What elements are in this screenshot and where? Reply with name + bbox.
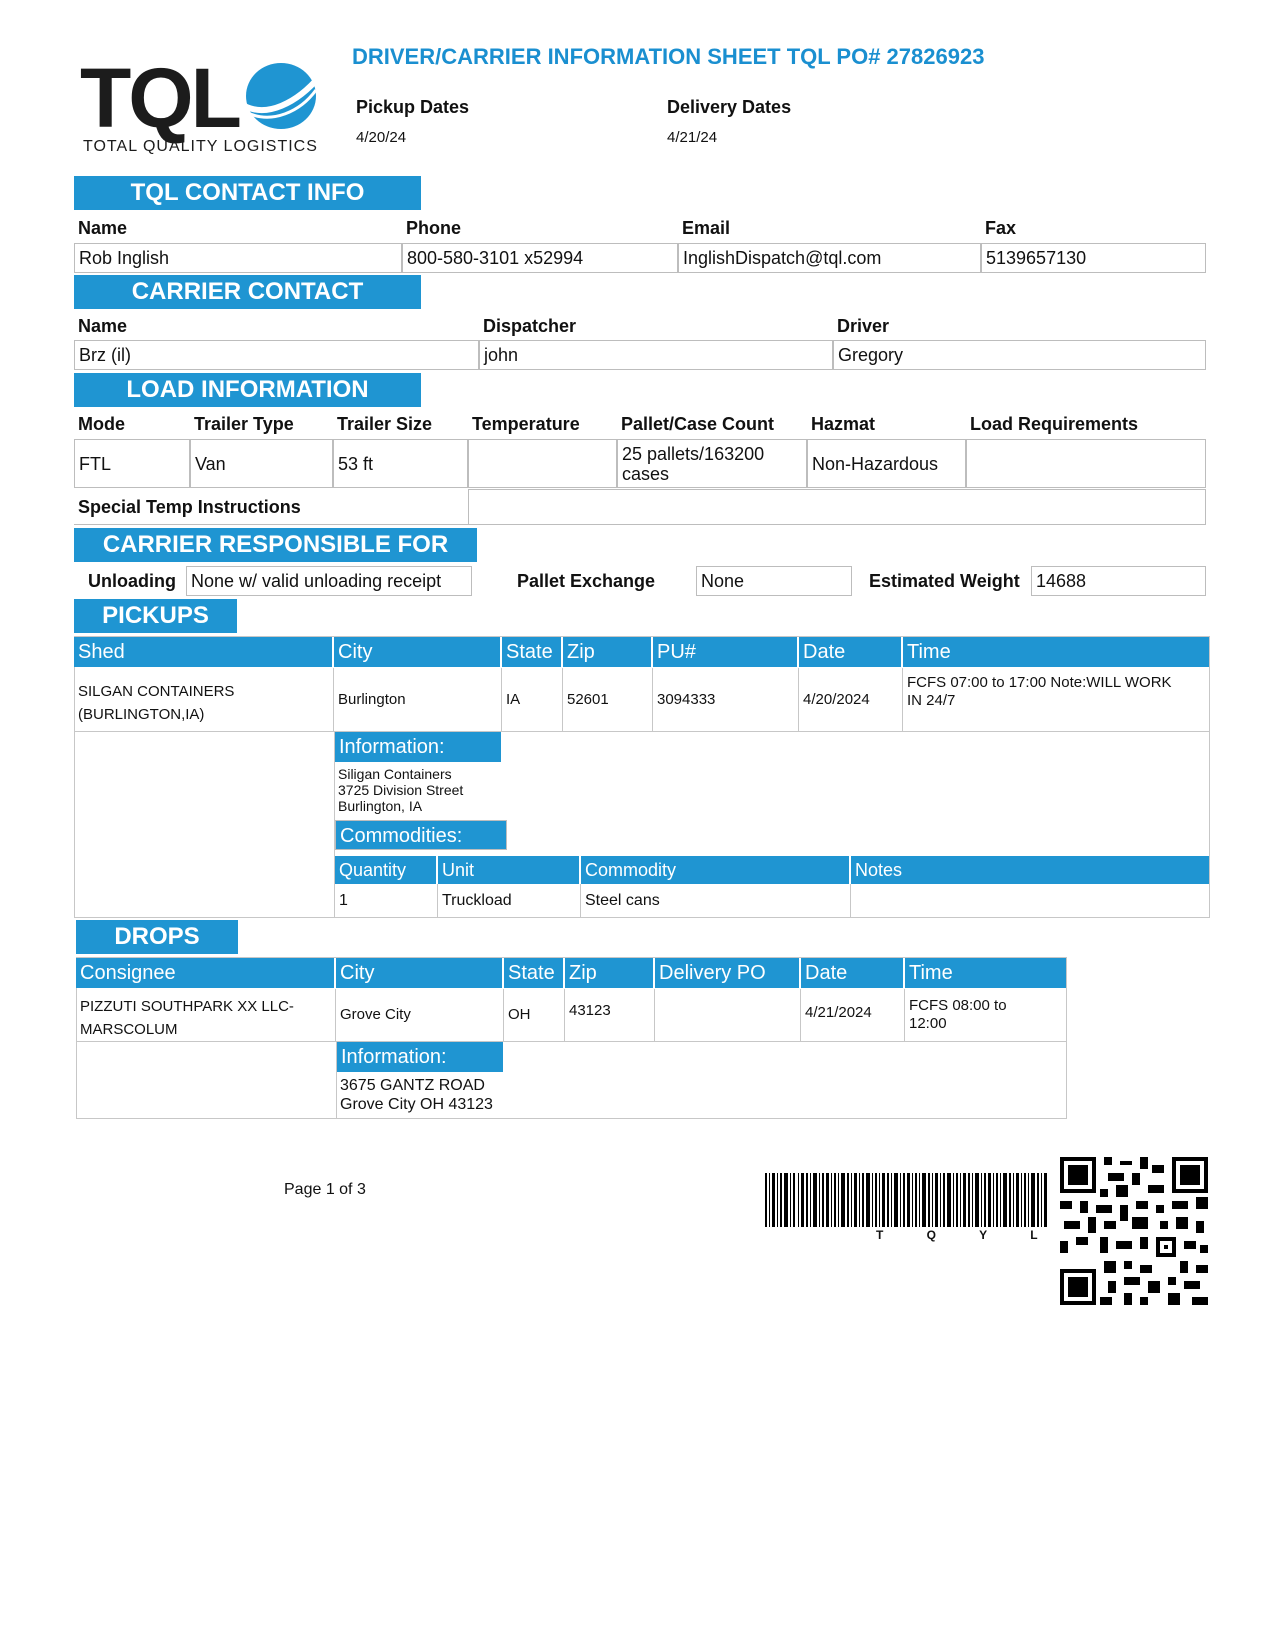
tql-phone-field: 800-580-3101 x52994 xyxy=(402,243,678,273)
commodity-col-unit: Unit xyxy=(438,856,581,884)
pickup-info-line-2: 3725 Division Street xyxy=(338,782,464,798)
pickups-heading: PICKUPS xyxy=(74,599,237,633)
pallet-exchange-label: Pallet Exchange xyxy=(517,571,656,591)
tql-fax-label: Fax xyxy=(985,218,1017,238)
commodity-col-quantity: Quantity xyxy=(335,856,438,884)
pickup-shed xyxy=(74,668,334,731)
pickup-col-zip: Zip xyxy=(563,637,653,667)
carrier-responsible-heading: CARRIER RESPONSIBLE FOR xyxy=(74,528,477,562)
weight-label: Estimated Weight xyxy=(869,571,1020,591)
page-number: Page 1 of 3 xyxy=(284,1181,366,1198)
temperature-label: Temperature xyxy=(472,414,580,434)
commodity-unit: Truckload xyxy=(438,884,581,917)
tql-phone-label: Phone xyxy=(406,218,462,238)
drop-row-divider xyxy=(76,1041,1067,1042)
tql-contact-heading: TQL CONTACT INFO xyxy=(74,176,421,210)
delivery-dates-value: 4/21/24 xyxy=(667,129,718,146)
drop-zip: 43123 xyxy=(565,989,655,1041)
dispatcher-label: Dispatcher xyxy=(483,316,577,336)
drop-col-zip: Zip xyxy=(565,958,655,988)
commodity-notes xyxy=(851,884,1209,917)
drop-information-text xyxy=(340,1076,493,1114)
count-line-2: cases xyxy=(622,464,670,484)
tql-logo xyxy=(80,51,330,163)
drop-consignee-line-1: PIZZUTI SOUTHPARK XX LLC- xyxy=(80,998,294,1015)
delivery-dates-label: Delivery Dates xyxy=(667,97,792,117)
drop-col-delivery-po: Delivery PO xyxy=(655,958,801,988)
tql-fax-field: 5139657130 xyxy=(981,243,1206,273)
drop-consignee xyxy=(76,989,336,1041)
barcode-icon xyxy=(765,1173,1050,1227)
pickup-col-shed: Shed xyxy=(74,637,334,667)
pickup-info-line-3: Burlington, IA xyxy=(338,798,423,814)
pickup-pu-number: 3094333 xyxy=(653,668,799,731)
pickup-commodities-label: Commodities: xyxy=(335,820,507,850)
hazmat-field: Non-Hazardous xyxy=(807,439,966,488)
mode-field: FTL xyxy=(74,439,190,488)
pickup-state: IA xyxy=(502,668,563,731)
tql-email-field: InglishDispatch@tql.com xyxy=(678,243,981,273)
trailer-size-label: Trailer Size xyxy=(337,414,433,434)
drop-col-date: Date xyxy=(801,958,905,988)
carrier-name-field: Brz (il) xyxy=(74,340,479,370)
dispatcher-field: john xyxy=(479,340,833,370)
carrier-contact-heading: CARRIER CONTACT xyxy=(74,275,421,309)
pickup-row-divider xyxy=(74,731,1210,732)
drop-time xyxy=(905,989,1066,1041)
drop-info-line-2: Grove City OH 43123 xyxy=(340,1096,493,1113)
pickup-shed-line-1: SILGAN CONTAINERS xyxy=(78,683,235,700)
weight-field: 14688 xyxy=(1031,566,1206,596)
carrier-name-label: Name xyxy=(78,316,128,336)
pickup-time xyxy=(903,668,1209,731)
drop-col-time: Time xyxy=(905,958,1066,988)
logo-subtitle: TOTAL QUALITY LOGISTICS xyxy=(83,138,318,155)
drop-date: 4/21/2024 xyxy=(801,989,905,1041)
pickup-time-line-2: IN 24/7 xyxy=(907,692,956,709)
count-label: Pallet/Case Count xyxy=(621,414,775,434)
pickup-dates-label: Pickup Dates xyxy=(356,97,470,117)
pickup-dates-value: 4/20/24 xyxy=(356,129,407,146)
pallet-exchange-field: None xyxy=(696,566,852,596)
driver-label: Driver xyxy=(837,316,890,336)
drop-col-consignee: Consignee xyxy=(76,958,336,988)
pickup-time-line-1: FCFS 07:00 to 17:00 Note:WILL WORK xyxy=(907,674,1172,691)
drop-delivery-po xyxy=(655,989,801,1041)
commodity-name: Steel cans xyxy=(581,884,851,917)
pickup-info-line-1: Siligan Containers xyxy=(338,766,452,782)
unloading-field: None w/ valid unloading receipt xyxy=(186,566,472,596)
drop-information-label: Information: xyxy=(337,1042,503,1072)
drop-time-line-1: FCFS 08:00 to xyxy=(909,997,1007,1014)
globe-icon xyxy=(236,58,322,138)
count-line-1: 25 pallets/163200 xyxy=(622,444,765,464)
special-temp-field xyxy=(468,489,1206,525)
drop-info-line-1: 3675 GANTZ ROAD xyxy=(340,1077,485,1094)
barcode-text: T Q Y L xyxy=(876,1228,1058,1242)
commodity-col-commodity: Commodity xyxy=(581,856,851,884)
drop-state: OH xyxy=(504,989,565,1041)
pickup-city: Burlington xyxy=(334,668,502,731)
temperature-field xyxy=(468,439,617,488)
pickup-date: 4/20/2024 xyxy=(799,668,903,731)
pickup-information-label: Information: xyxy=(335,732,501,762)
count-field xyxy=(617,439,807,488)
pickup-shed-line-2: (BURLINGTON,IA) xyxy=(78,706,205,723)
drop-city: Grove City xyxy=(336,989,504,1041)
tql-name-field: Rob Inglish xyxy=(74,243,402,273)
requirements-field xyxy=(966,439,1206,488)
drop-time-line-2: 12:00 xyxy=(909,1015,947,1032)
qr-code-icon xyxy=(1060,1157,1208,1305)
drop-col-state: State xyxy=(504,958,565,988)
mode-label: Mode xyxy=(78,414,125,434)
pickup-information-text xyxy=(338,766,463,814)
pickup-col-state: State xyxy=(502,637,563,667)
trailer-type-field: Van xyxy=(190,439,333,488)
pickup-col-time: Time xyxy=(903,637,1209,667)
commodity-quantity: 1 xyxy=(335,884,438,917)
trailer-size-field: 53 ft xyxy=(333,439,468,488)
trailer-type-label: Trailer Type xyxy=(194,414,294,434)
driver-field: Gregory xyxy=(833,340,1206,370)
special-temp-label: Special Temp Instructions xyxy=(78,497,301,517)
page-title: DRIVER/CARRIER INFORMATION SHEET TQL PO# 27826923 xyxy=(352,44,985,69)
hazmat-label: Hazmat xyxy=(811,414,876,434)
drop-consignee-line-2: MARSCOLUM xyxy=(80,1021,178,1038)
tql-email-label: Email xyxy=(682,218,731,238)
pickup-zip: 52601 xyxy=(563,668,653,731)
requirements-label: Load Requirements xyxy=(970,414,1139,434)
logo-text: TQL xyxy=(80,51,239,145)
commodity-col-notes: Notes xyxy=(851,856,1209,884)
pickup-col-city: City xyxy=(334,637,502,667)
tql-name-label: Name xyxy=(78,218,128,238)
drop-col-city: City xyxy=(336,958,504,988)
drops-heading: DROPS xyxy=(76,920,238,954)
pickup-col-pu: PU# xyxy=(653,637,799,667)
pickup-col-date: Date xyxy=(799,637,903,667)
load-info-heading: LOAD INFORMATION xyxy=(74,373,421,407)
special-temp-label-cell xyxy=(74,489,468,525)
unloading-label: Unloading xyxy=(88,571,176,591)
